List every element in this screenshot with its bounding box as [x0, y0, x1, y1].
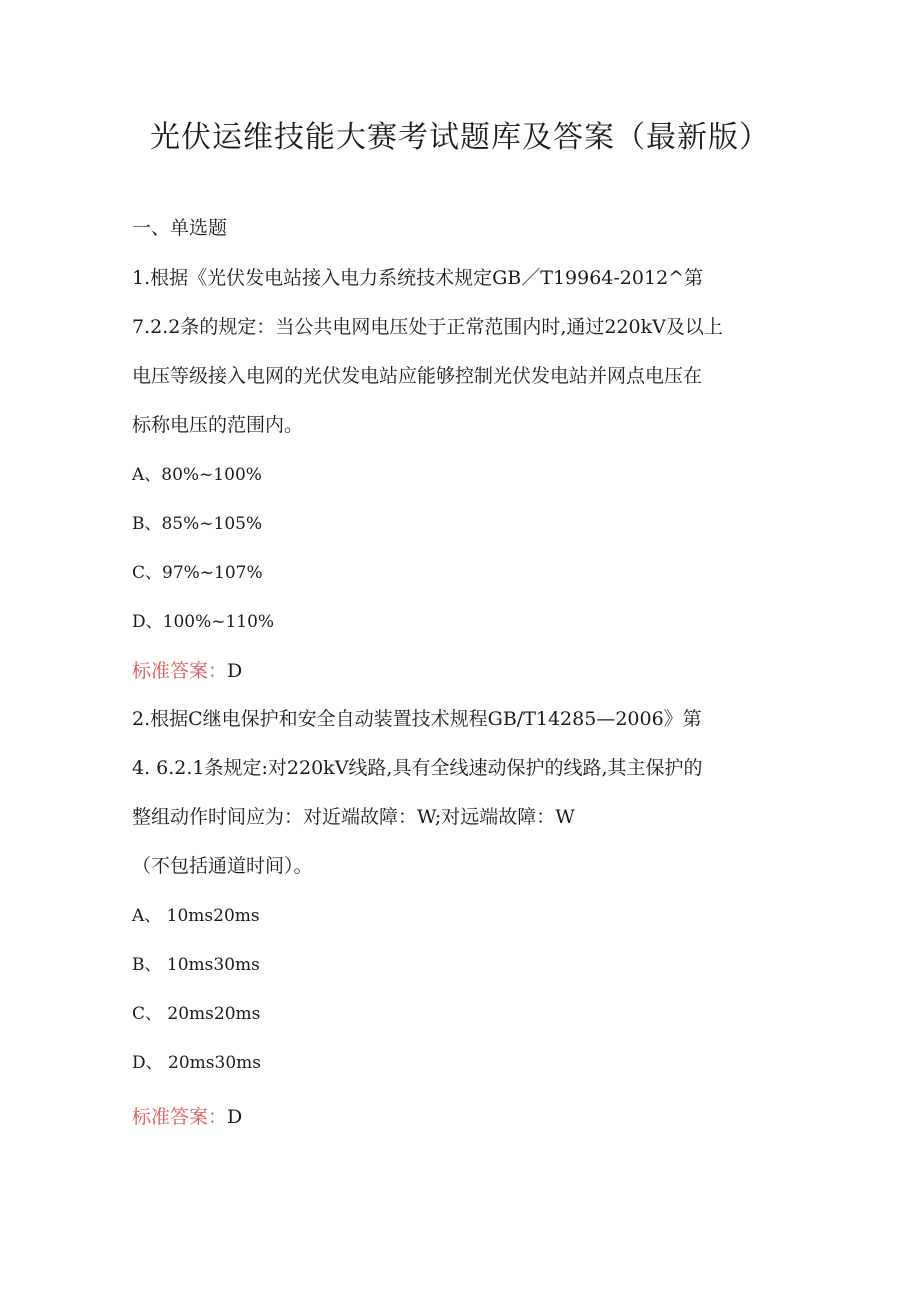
answer-label: 标准答案：: [132, 660, 228, 682]
question-2-stem-line-1: 2.根据C继电保护和安全自动装置技术规程GB/T14285—2006》第: [132, 708, 702, 730]
question-1-answer: [132, 657, 242, 685]
question-1-stem-line-1: 1.根据《光伏发电站接入电力系统技术规定GB／T19964-2012^第: [132, 267, 704, 289]
question-2-option-c: C、 20ms20ms: [132, 1004, 261, 1024]
question-1-option-d: D、100%~110%: [132, 612, 275, 632]
question-2-answer: [132, 1103, 242, 1131]
question-1-stem-line-4: 标称电压的范围内。: [132, 414, 304, 436]
question-1-option-c: C、97%~107%: [132, 563, 263, 583]
answer-value: D: [227, 1106, 243, 1128]
document-title: 光伏运维技能大赛考试题库及答案（最新版）: [150, 120, 770, 155]
question-1-option-b: B、85%~105%: [132, 514, 263, 534]
question-2-option-a: A、 10ms20ms: [132, 906, 260, 926]
answer-label: 标准答案：: [132, 1106, 228, 1128]
question-2-stem-line-3: 整组动作时间应为：对近端故障：W;对远端故障：W: [132, 806, 575, 828]
question-1-stem-line-3: 电压等级接入电网的光伏发电站应能够控制光伏发电站并网点电压在: [132, 365, 703, 387]
question-2-option-b: B、 10ms30ms: [132, 955, 260, 975]
question-1-stem-line-2: 7.2.2条的规定：当公共电网电压处于正常范围内时,通过220kV及以上: [132, 316, 723, 338]
question-2-stem-line-2: 4. 6.2.1条规定:对220kV线路,具有全线速动保护的线路,其主保护的: [132, 757, 703, 779]
question-1-option-a: A、80%~100%: [132, 465, 262, 485]
section-heading: 一、单选题: [132, 217, 228, 239]
answer-value: D: [227, 660, 243, 682]
question-2-stem-line-4: （不包括通道时间）。: [132, 855, 313, 877]
question-2-option-d: D、 20ms30ms: [132, 1053, 261, 1073]
